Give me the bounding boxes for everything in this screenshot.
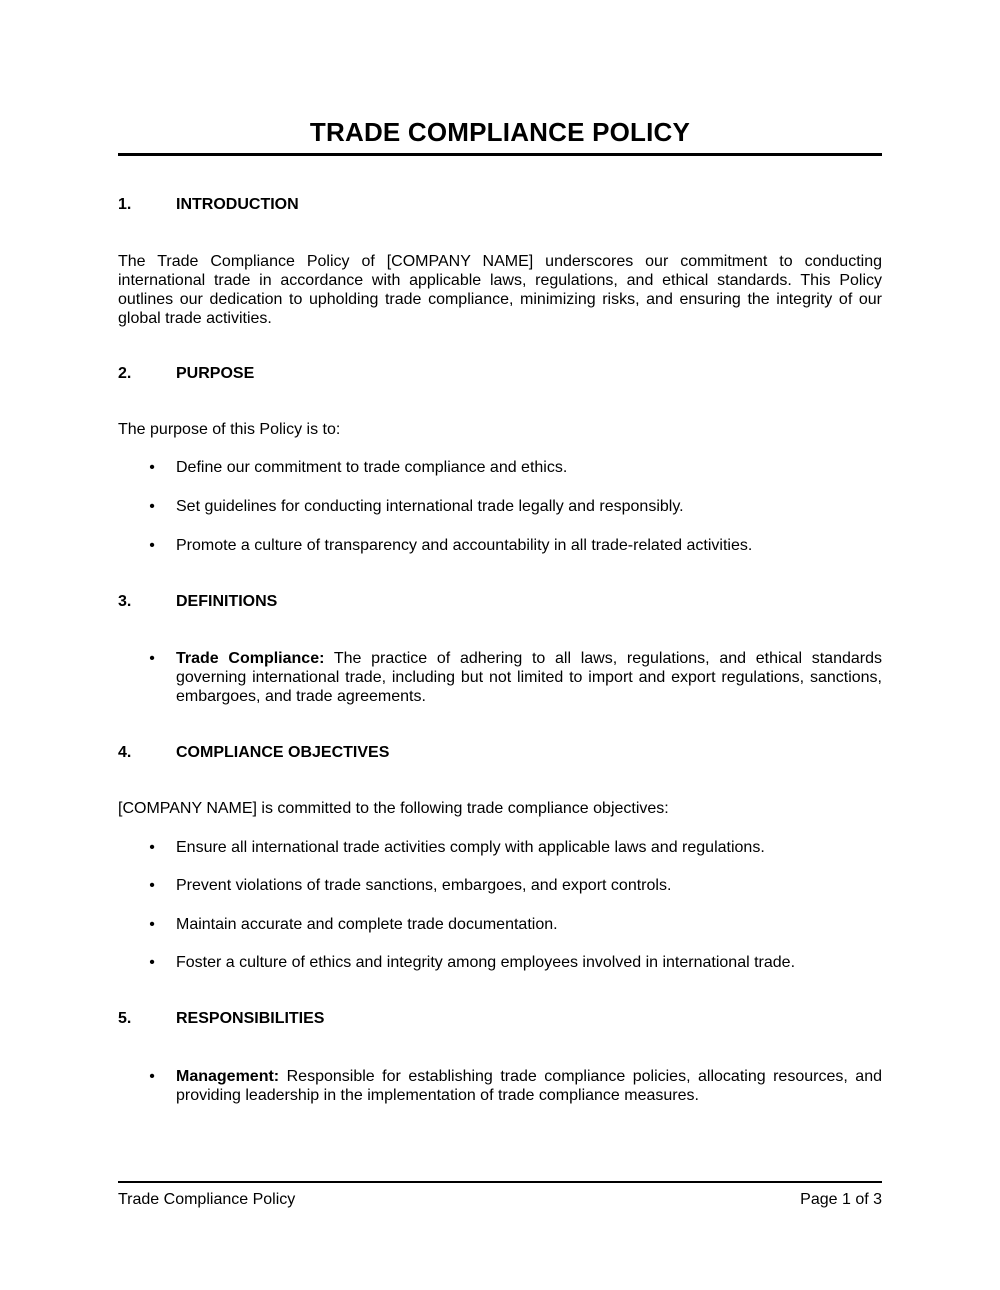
- list-item-text: Ensure all international trade activities comply with applicable laws and regulations.: [176, 839, 765, 856]
- list-item: [118, 953, 882, 972]
- list-item: [118, 458, 882, 477]
- bullet-icon: •: [149, 537, 155, 554]
- list-item: [118, 536, 882, 555]
- responsibility-text: [176, 1067, 882, 1105]
- definition-body: The practice of adhering to all laws, regulations, and ethical standards governing international trade, including but not limited to import and export regulations, sanctions, embargoes, and trade agreements.: [176, 650, 882, 705]
- list-item-text: Maintain accurate and complete trade documentation.: [176, 916, 558, 933]
- document-title: TRADE COMPLIANCE POLICY: [309, 117, 691, 147]
- title-divider: [118, 153, 882, 156]
- bullet-icon: •: [149, 650, 155, 667]
- bullet-icon: •: [149, 498, 155, 515]
- footer-page-number: Page 1 of 3: [800, 1191, 882, 1208]
- section-title: RESPONSIBILITIES: [176, 1010, 325, 1027]
- bullet-icon: •: [149, 916, 155, 933]
- section-heading-responsibilities: [118, 1009, 324, 1029]
- section-heading-purpose: [118, 364, 254, 384]
- list-item-text: Prevent violations of trade sanctions, embargoes, and export controls.: [176, 877, 672, 894]
- list-item: [118, 915, 882, 934]
- section-title: INTRODUCTION: [176, 196, 299, 213]
- definition-term: Trade Compliance:: [176, 650, 325, 667]
- bullet-icon: •: [149, 1068, 155, 1085]
- footer-divider: [118, 1181, 882, 1183]
- introduction-paragraph: The Trade Compliance Policy of [COMPANY NAME] underscores our commitment to conducting international trade in accordance with applicable laws, regulations, and ethical standards. This Policy outlines our dedication to upholding trade compliance, minimizing risks, and ensuring the integrity of our global trade activities.: [118, 253, 882, 327]
- definition-text: [176, 649, 882, 706]
- section-title: DEFINITIONS: [176, 593, 278, 610]
- section-number: 2.: [118, 365, 132, 382]
- section-number: 3.: [118, 593, 132, 610]
- section-heading-compliance-objectives: [118, 743, 389, 763]
- bullet-icon: •: [149, 877, 155, 894]
- section-heading-introduction: [118, 195, 299, 215]
- section-number: 1.: [118, 196, 132, 213]
- section-title: COMPLIANCE OBJECTIVES: [176, 744, 390, 761]
- purpose-intro: The purpose of this Policy is to:: [118, 421, 341, 438]
- list-item: [118, 876, 882, 895]
- list-item-text: Promote a culture of transparency and accountability in all trade-related activities.: [176, 537, 753, 554]
- list-item-text: Set guidelines for conducting international trade legally and responsibly.: [176, 498, 684, 515]
- bullet-icon: •: [149, 954, 155, 971]
- responsibility-body: Responsible for establishing trade compliance policies, allocating resources, and providing leadership in the implementation of trade compliance measures.: [176, 1068, 882, 1104]
- responsibility-term: Management:: [176, 1068, 280, 1085]
- list-item: [118, 497, 882, 516]
- section-heading-definitions: [118, 592, 277, 612]
- definition-item: [118, 649, 882, 706]
- section-number: 4.: [118, 744, 132, 761]
- footer-document-name: Trade Compliance Policy: [118, 1191, 296, 1208]
- bullet-icon: •: [149, 839, 155, 856]
- objectives-intro: [COMPANY NAME] is committed to the following trade compliance objectives:: [118, 800, 669, 817]
- list-item-text: Define our commitment to trade compliance and ethics.: [176, 459, 568, 476]
- list-item-text: Foster a culture of ethics and integrity among employees involved in international trade.: [176, 954, 796, 971]
- responsibility-item: [118, 1067, 882, 1105]
- section-number: 5.: [118, 1010, 132, 1027]
- list-item: [118, 838, 882, 857]
- section-title: PURPOSE: [176, 365, 255, 382]
- bullet-icon: •: [149, 459, 155, 476]
